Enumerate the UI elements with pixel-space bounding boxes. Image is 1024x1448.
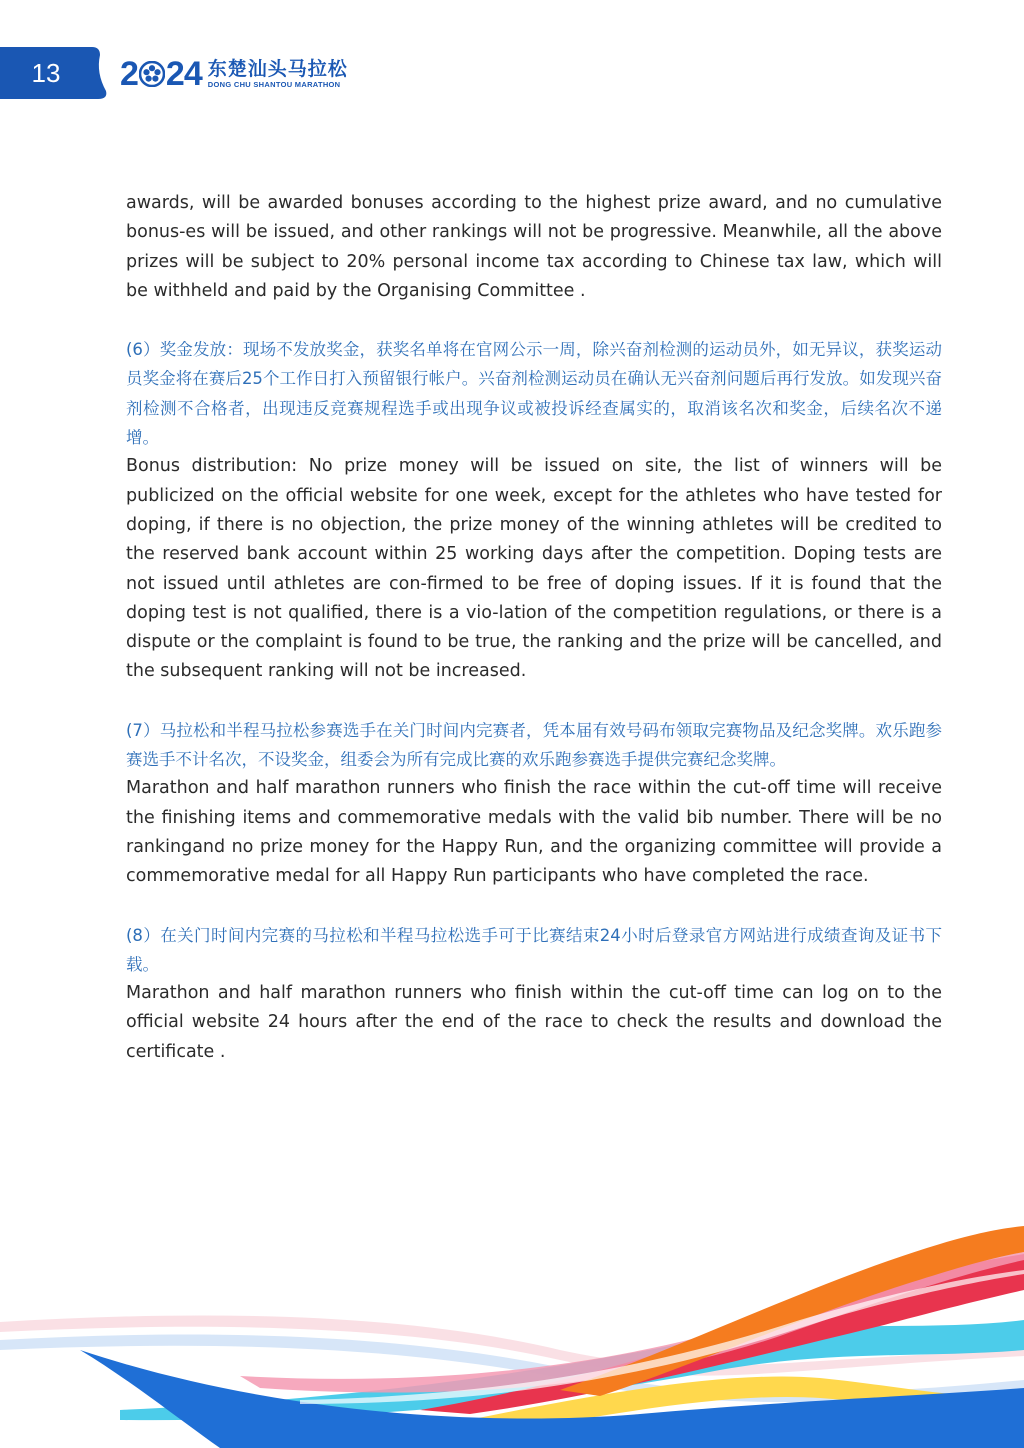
- logo-text: [208, 59, 348, 89]
- marathon-logo: [120, 56, 348, 92]
- section-7-cn: (7）马拉松和半程马拉松参赛选手在关门时间内完赛者，凭本届有效号码布领取完赛物品及纪念奖牌。欢乐跑参赛选手不计名次，不设奖金，组委会为所有完成比赛的欢乐跑参赛选手提供完赛纪念奖牌。: [126, 720, 942, 770]
- section-6-cn: (6）奖金发放：现场不发放奖金，获奖名单将在官网公示一周，除兴奋剂检测的运动员外，如无异议，获奖运动员奖金将在赛后25个工作日打入预留银行帐户。兴奋剂检测运动员在确认无兴奋剂问题后再行发放。如发现兴奋剂检测不合格者，出现违反竞赛规程选手或出现争议或被投诉经查属实的，取消该名次和奖金，后续名次不递增。: [126, 340, 942, 448]
- section-6-en: Bonus distribution: No prize money will be issued on site, the list of winners will be publicized on the official website for one week, except for the athletes who have tested for doping, if there is no objection, the prize money of the winning athletes will be credited to the reserved bank account within 25 working days after the competition. Doping tests are not issued until athletes are con-firmed to be free of doping issues. If it is found that the doping test is not qualified, there is a vio-lation of the competition regulations, or there is a dispute or the complaint is found to be true, the ranking and the prize will be cancelled, and the subsequent ranking will not be increased.: [126, 456, 942, 682]
- prize-paragraph-en: awards, will be awarded bonuses according to the highest prize award, and no cumulative bonus-es will be issued, and other rankings will not be progressive. Meanwhile, all the above prizes will be subject to 20% personal income tax according to Chinese tax law, which will be withheld and paid by the Organising Committee .: [126, 193, 942, 301]
- logo-year-digit: 4: [183, 54, 202, 93]
- section-7-en: Marathon and half marathon runners who finish the race within the cut-off time will receive the finishing items and commemorative medals with the valid bib number. There will be no rankingand no prize money for the Happy Run, and the organizing committee will provide a commemorative medal for all Happy Run participants who have completed the race.: [126, 778, 942, 887]
- logo-title-cn: 东楚汕头马拉松: [207, 58, 348, 80]
- logo-year-digit: 2: [165, 54, 184, 93]
- plum-blossom-icon: [139, 61, 165, 87]
- logo-year-digit: 2: [120, 54, 138, 93]
- document-body: [126, 189, 942, 1067]
- section-8-en: Marathon and half marathon runners who finish within the cut-off time can log on to the official website 24 hours after the end of the race to check the results and download the certificate .: [126, 983, 942, 1062]
- logo-year: [120, 55, 202, 94]
- page-number: 13: [31, 58, 61, 88]
- section-8-cn: (8）在关门时间内完赛的马拉松和半程马拉松选手可于比赛结束24小时后登录官方网站进行成绩查询及证书下载。: [126, 925, 942, 974]
- logo-title-en: DONG CHU SHANTOU MARATHON: [207, 80, 341, 89]
- decorative-waves: [0, 1200, 1024, 1448]
